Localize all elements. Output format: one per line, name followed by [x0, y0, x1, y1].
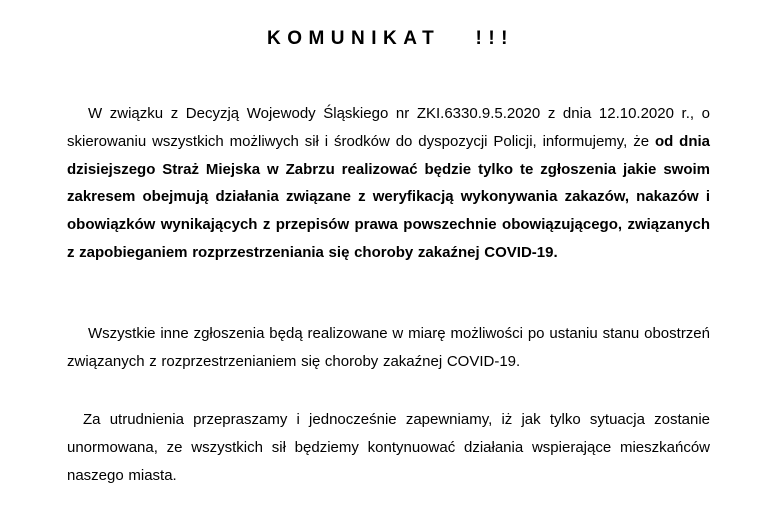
paragraph-apology-text: Za utrudnienia przepraszamy i jednocześnie zapewniamy, iż jak tylko sytuacja zostanie unormowana, ze wszystkich sił będziemy kontynuować działania wspierające mieszkańców naszego miasta. [67, 411, 710, 484]
paragraph-other-reports [67, 320, 710, 376]
paragraph-apology [67, 406, 710, 489]
paragraph-decision-intro: W związku z Decyzją Wojewody Śląskiego nr ZKI.6330.9.5.2020 z dnia 12.10.2020 r., o skierowaniu wszystkich możliwych sił i środków do dyspozycji Policji, informujemy, że [67, 105, 710, 150]
announcement-title: KOMUNIKAT !!! [266, 28, 514, 49]
paragraph-decision [67, 100, 710, 267]
paragraph-decision-bold: od dnia dzisiejszego Straż Miejska w Zabrzu realizować będzie tylko te zgłoszenia jakie swoim zakresem obejmują działania związane z weryfikacją wykonywania zakazów, nakazów i obowiązków wynikających z przepisów prawa powszechnie obowiązującego, związanych z zapobieganiem rozprzestrzeniania się choroby zakaźnej COVID-19. [67, 132, 710, 261]
paragraph-other-reports-text: Wszystkie inne zgłoszenia będą realizowane w miarę możliwości po ustaniu stanu obostrzeń związanych z rozprzestrzenianiem się choroby zakaźnej COVID-19. [67, 325, 710, 370]
